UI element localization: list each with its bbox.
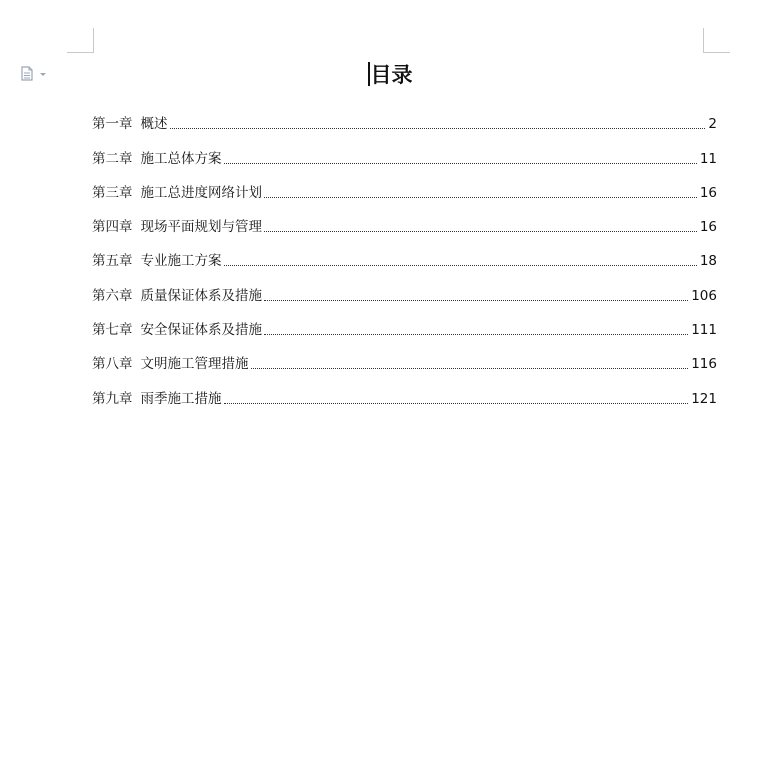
toc-entry[interactable] bbox=[92, 138, 717, 172]
toc-page-number: 106 bbox=[691, 287, 717, 304]
toc-chapter-number: 第五章 bbox=[92, 253, 133, 270]
toc-dot-leader bbox=[170, 127, 706, 129]
toc-dot-leader bbox=[264, 333, 688, 335]
toc-entry[interactable] bbox=[92, 207, 717, 241]
toc-chapter-number: 第六章 bbox=[92, 287, 133, 304]
toc-chapter-title: 施工总体方案 bbox=[140, 150, 222, 167]
toc-chapter-title: 雨季施工措施 bbox=[140, 390, 222, 407]
toc-entry-label bbox=[92, 151, 222, 167]
toc-chapter-title: 专业施工方案 bbox=[140, 253, 222, 270]
toc-entry[interactable] bbox=[92, 241, 717, 275]
table-of-contents bbox=[92, 104, 717, 413]
toc-page-number: 16 bbox=[699, 219, 717, 236]
toc-entry[interactable] bbox=[92, 104, 717, 138]
top-left-margin-mark bbox=[67, 28, 94, 53]
toc-entry-label bbox=[92, 185, 262, 201]
toc-entry-label bbox=[92, 219, 262, 235]
toc-entry[interactable] bbox=[92, 344, 717, 378]
toc-chapter-title: 施工总进度网络计划 bbox=[140, 184, 262, 201]
toc-entry-label bbox=[92, 391, 222, 407]
toc-page-number: 2 bbox=[708, 116, 717, 133]
toc-entry[interactable] bbox=[92, 173, 717, 207]
toc-entry[interactable] bbox=[92, 275, 717, 309]
toc-heading-text: 目录 bbox=[370, 62, 413, 87]
toc-dot-leader bbox=[264, 196, 697, 198]
toc-dot-leader bbox=[224, 264, 697, 266]
toc-dot-leader bbox=[264, 230, 697, 232]
toc-entry[interactable] bbox=[92, 378, 717, 412]
toc-page-number: 121 bbox=[691, 390, 717, 407]
toc-heading[interactable] bbox=[0, 60, 780, 90]
toc-chapter-number: 第二章 bbox=[92, 150, 133, 167]
toc-chapter-number: 第一章 bbox=[92, 116, 133, 133]
toc-dot-leader bbox=[224, 402, 689, 404]
text-cursor bbox=[368, 62, 370, 86]
toc-entry-label bbox=[92, 253, 222, 269]
toc-chapter-number: 第九章 bbox=[92, 390, 133, 407]
toc-chapter-title: 安全保证体系及措施 bbox=[140, 322, 262, 339]
toc-chapter-title: 概述 bbox=[140, 116, 168, 133]
toc-page-number: 16 bbox=[699, 184, 717, 201]
toc-chapter-number: 第七章 bbox=[92, 322, 133, 339]
toc-dot-leader bbox=[251, 367, 689, 369]
toc-chapter-title: 现场平面规划与管理 bbox=[140, 219, 262, 236]
toc-page-number: 111 bbox=[691, 322, 717, 339]
toc-dot-leader bbox=[264, 299, 688, 301]
toc-page-number: 11 bbox=[699, 150, 717, 167]
toc-entry[interactable] bbox=[92, 310, 717, 344]
toc-entry-label bbox=[92, 288, 262, 304]
toc-entry-label bbox=[92, 356, 249, 372]
top-right-margin-mark bbox=[703, 28, 730, 53]
toc-chapter-number: 第八章 bbox=[92, 356, 133, 373]
toc-chapter-title: 质量保证体系及措施 bbox=[140, 287, 262, 304]
toc-chapter-number: 第三章 bbox=[92, 184, 133, 201]
toc-entry-label bbox=[92, 116, 168, 132]
toc-page-number: 18 bbox=[699, 253, 717, 270]
toc-page-number: 116 bbox=[691, 356, 717, 373]
toc-chapter-number: 第四章 bbox=[92, 219, 133, 236]
toc-dot-leader bbox=[224, 162, 697, 164]
toc-entry-label bbox=[92, 322, 262, 338]
toc-chapter-title: 文明施工管理措施 bbox=[140, 356, 249, 373]
